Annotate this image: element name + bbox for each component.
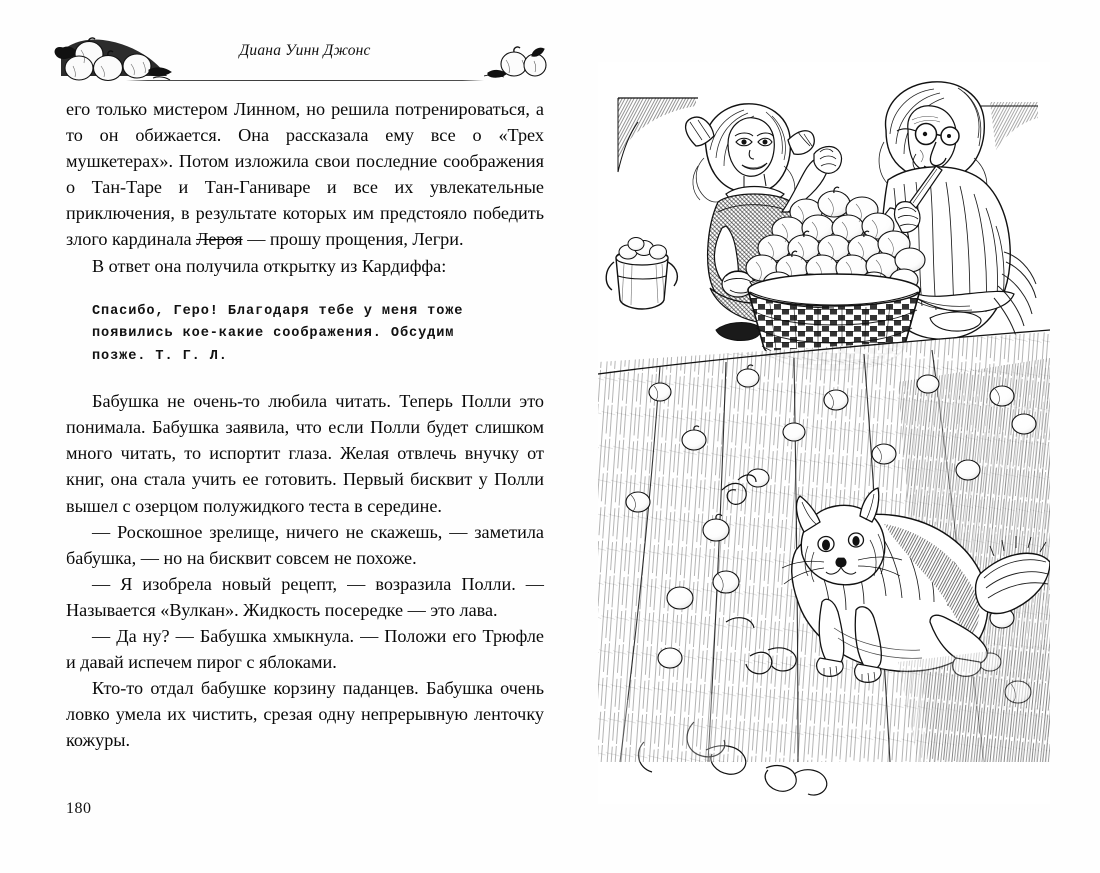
paragraph-6: — Да ну? — Бабушка хмыкнула. — Положи его Трюфле и давай испечем пирог с яблоками.	[66, 626, 544, 673]
postcard-line-2: появились кое-какие соображения. Обсудим	[92, 326, 455, 342]
running-head	[66, 36, 544, 88]
girl-right-hand	[814, 147, 841, 174]
body-text	[66, 96, 544, 753]
postcard-quote-block	[66, 301, 544, 369]
paragraph-1-run-1: его только мистером Линном, но решила потренироваться, а то он обижается. Она рассказала ему все о «Трех мушкетерах». Потом изложила свои последние соображения о Тан-Таре и Тан-Ганиваре и все их увлекательные приключения, в результате которых им предстояло победить злого кардинала	[66, 99, 544, 250]
paragraph-4: — Роскошное зрелище, ничего не скажешь, — заметила бабушка, — но на бисквит совсем не похоже.	[66, 521, 544, 568]
pen-and-ink-illustration	[598, 62, 1050, 804]
paragraph-1	[66, 96, 544, 253]
paragraph-7: Кто-то отдал бабушке корзину паданцев. Бабушка очень ловко умела их чистить, срезая одну непрерывную ленточку кожуры.	[66, 678, 544, 751]
running-head-title: Диана Уинн Джонс	[239, 42, 371, 59]
paragraph-1-run-3: — прошу прощения, Легри.	[242, 229, 464, 250]
postcard-line-1: Спасибо, Геро! Благодаря тебе у меня тоже	[92, 303, 464, 319]
two-apples-ornament	[484, 44, 562, 89]
paragraph-5: — Я изобрела новый рецепт, — возразила Полли. — Называется «Вулкан». Жидкость посередке — это лава.	[66, 573, 544, 620]
text-column	[66, 36, 544, 753]
postcard-line-3: позже. Т. Г. Л.	[92, 348, 228, 364]
decorative-hairline-rule	[126, 80, 484, 81]
struck-word-leroy: Лероя	[196, 229, 243, 250]
paragraph-3: Бабушка не очень-то любила читать. Теперь Полли это понимала. Бабушка заявила, что если Полли будет слишком много читать, то испортит глаза. Желая отвлечь внучку от книг, она стала учить ее готовить. Первый бисквит у Полли вышел с озерцом полужидкого теста в середине.	[66, 391, 544, 516]
page-number: 180	[66, 800, 92, 817]
paragraph-2: В ответ она получила открытку из Кардиффа:	[92, 255, 447, 276]
